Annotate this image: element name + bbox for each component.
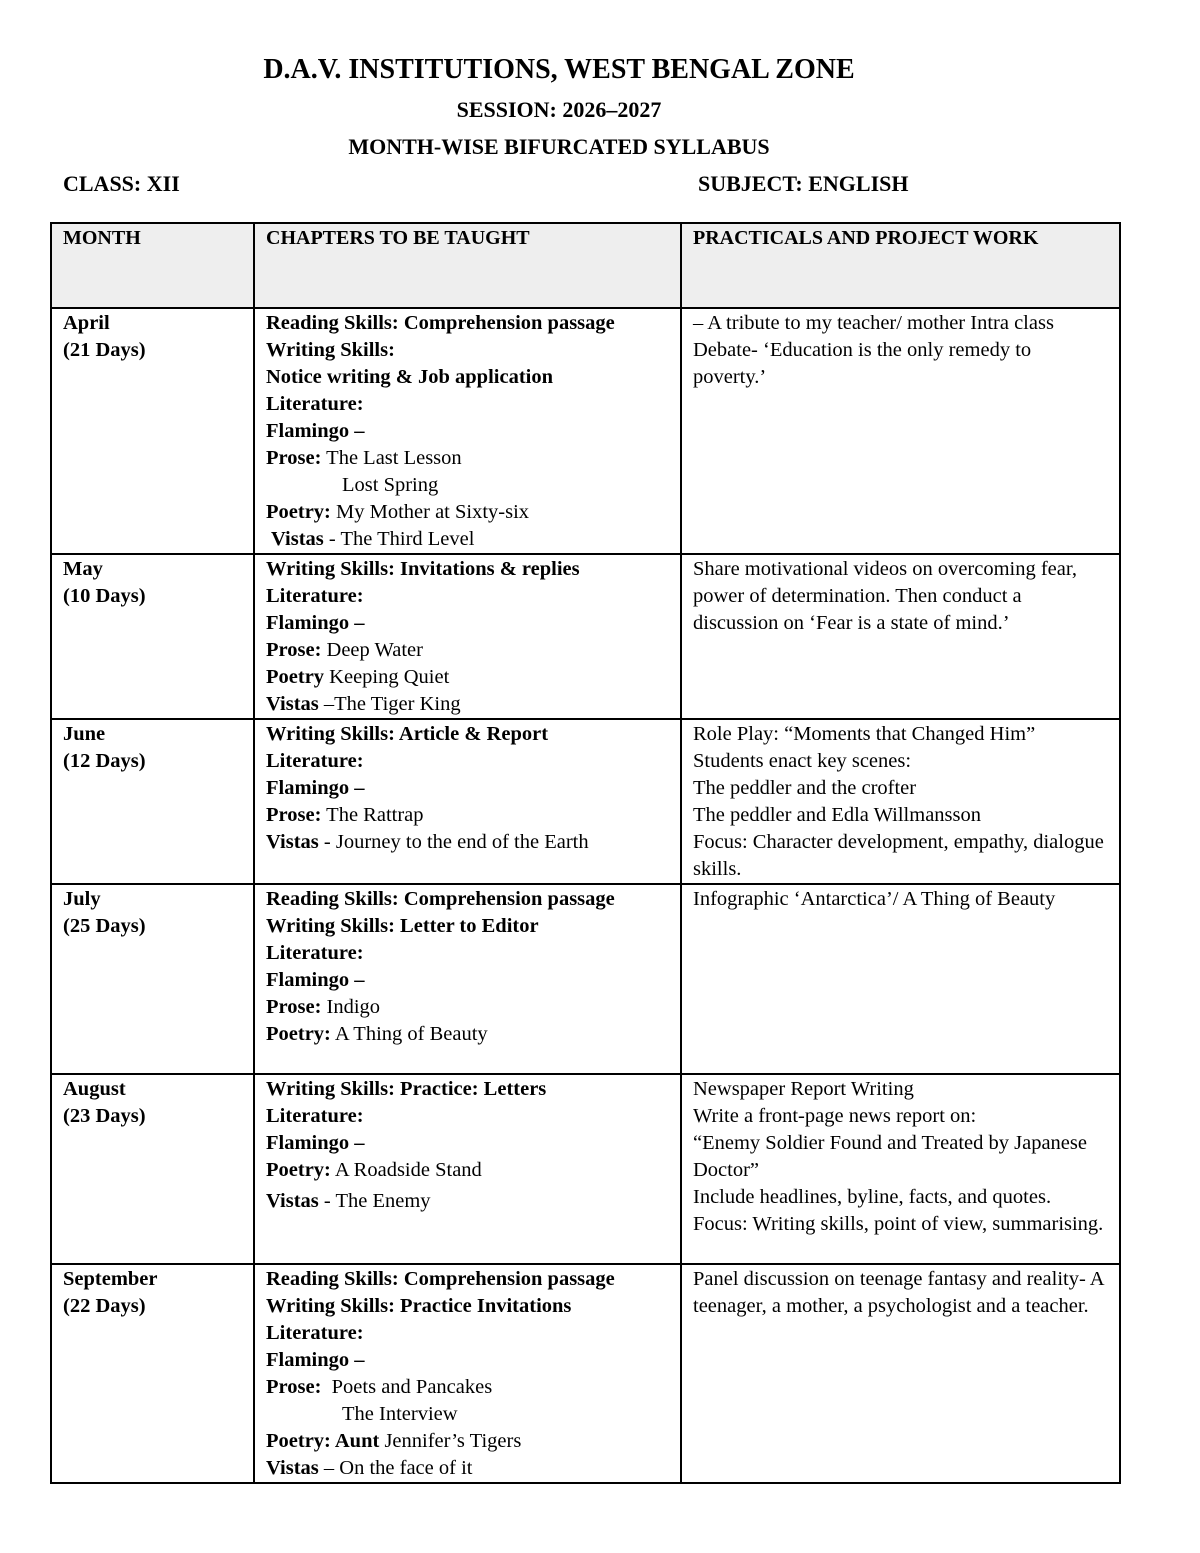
month-days: (25 Days): [63, 915, 146, 937]
chapter-line: Reading Skills: Comprehension passage: [266, 1268, 615, 1290]
practicals-cell: [681, 308, 1120, 554]
month-name: July: [63, 888, 101, 910]
practicals-cell: [681, 719, 1120, 884]
month-name: August: [63, 1078, 126, 1100]
vistas-line: Vistas - The Third Level: [271, 528, 475, 550]
poetry-line: Poetry: A Thing of Beauty: [266, 1023, 488, 1045]
chapter-line: Flamingo –: [266, 777, 365, 799]
chapter-line: Reading Skills: Comprehension passage: [266, 312, 615, 334]
chapter-line: Literature:: [266, 1105, 364, 1127]
session-label: SESSION: 2026–2027: [456, 97, 662, 122]
practical-line: Focus: Character development, empathy, dialogue skills.: [693, 831, 1104, 880]
practicals-cell: [681, 1264, 1120, 1483]
table-row: [51, 884, 1120, 1074]
chapter-line: Flamingo –: [266, 1132, 365, 1154]
chapter-line: Writing Skills: Article & Report: [266, 723, 549, 745]
column-header-chapters: CHAPTERS TO BE TAUGHT: [254, 223, 681, 308]
chapter-line: Literature:: [266, 1322, 364, 1344]
prose-line: Prose: The Last Lesson: [266, 447, 462, 469]
chapter-line: Writing Skills:: [266, 339, 395, 361]
month-days: (21 Days): [63, 339, 146, 361]
table-row: [51, 719, 1120, 884]
chapter-line: Flamingo –: [266, 1349, 365, 1371]
chapter-line: Flamingo –: [266, 969, 365, 991]
vistas-line: Vistas – On the face of it: [266, 1457, 473, 1479]
month-days: (10 Days): [63, 585, 146, 607]
chapters-cell: [254, 884, 681, 1074]
month-cell: [51, 308, 254, 554]
month-days: (23 Days): [63, 1105, 146, 1127]
table-row: [51, 554, 1120, 719]
prose-line: Prose: Indigo: [266, 996, 381, 1018]
month-days: (22 Days): [63, 1295, 146, 1317]
month-name: September: [63, 1268, 158, 1290]
chapter-line: Literature:: [266, 393, 364, 415]
month-name: May: [63, 558, 103, 580]
vistas-line: Vistas - Journey to the end of the Earth: [266, 831, 589, 853]
chapter-line: Writing Skills: Practice Invitations: [266, 1295, 572, 1317]
prose-line: Prose: The Rattrap: [266, 804, 424, 826]
practical-line: Newspaper Report Writing: [693, 1078, 914, 1100]
class-label: CLASS: XII: [63, 171, 180, 196]
practical-line: Write a front-page news report on:: [693, 1105, 977, 1127]
chapters-cell: [254, 719, 681, 884]
practical-line: Students enact key scenes:: [693, 750, 912, 772]
chapters-cell: [254, 1264, 681, 1483]
poetry-line: Poetry: Aunt Jennifer’s Tigers: [266, 1430, 522, 1452]
column-header-month: MONTH: [51, 223, 254, 308]
practical-line: Include headlines, byline, facts, and quotes.: [693, 1186, 1052, 1208]
month-cell: [51, 719, 254, 884]
practical-text: – A tribute to my teacher/ mother Intra class Debate- ‘Education is the only remedy to poverty.’: [693, 312, 1054, 388]
prose-line: Prose: Deep Water: [266, 639, 423, 661]
chapters-cell: [254, 554, 681, 719]
document-title: MONTH-WISE BIFURCATED SYLLABUS: [348, 134, 770, 159]
chapters-cell: [254, 308, 681, 554]
practical-line: Focus: Writing skills, point of view, summarising.: [693, 1213, 1104, 1235]
chapter-line: Literature:: [266, 942, 364, 964]
chapter-line: Writing Skills: Practice: Letters: [266, 1078, 547, 1100]
chapter-line: Writing Skills: Letter to Editor: [266, 915, 539, 937]
syllabus-table: [50, 222, 1121, 1484]
practicals-cell: [681, 1074, 1120, 1264]
prose-line: Prose: Poets and Pancakes: [266, 1376, 493, 1398]
practicals-cell: [681, 884, 1120, 1074]
practical-line: The peddler and Edla Willmansson: [693, 804, 982, 826]
chapter-line: Flamingo –: [266, 612, 365, 634]
table-row: [51, 1074, 1120, 1264]
chapter-line: Reading Skills: Comprehension passage: [266, 888, 615, 910]
vistas-line: Vistas –The Tiger King: [266, 693, 461, 715]
vistas-line: Vistas - The Enemy: [266, 1190, 431, 1212]
chapter-line: Flamingo –: [266, 420, 365, 442]
practical-text: Share motivational videos on overcoming fear, power of determination. Then conduct a discussion on ‘Fear is a state of mind.’: [693, 558, 1078, 634]
table-row: [51, 1264, 1120, 1483]
column-header-practicals: PRACTICALS AND PROJECT WORK: [681, 223, 1120, 308]
chapter-line: Literature:: [266, 585, 364, 607]
subject-label: SUBJECT: ENGLISH: [698, 171, 909, 196]
table-header-row: [51, 223, 1120, 308]
poetry-line: Poetry: My Mother at Sixty-six: [266, 501, 530, 523]
practical-line: The peddler and the crofter: [693, 777, 917, 799]
prose-line: Lost Spring: [342, 474, 439, 496]
chapter-line: Notice writing & Job application: [266, 366, 553, 388]
practical-line: Role Play: “Moments that Changed Him”: [693, 723, 1036, 745]
practical-line: “Enemy Soldier Found and Treated by Japanese Doctor”: [693, 1132, 1087, 1181]
month-cell: [51, 1074, 254, 1264]
poetry-line: Poetry Keeping Quiet: [266, 666, 450, 688]
poetry-line: Poetry: A Roadside Stand: [266, 1159, 482, 1181]
month-cell: [51, 884, 254, 1074]
practical-text: Panel discussion on teenage fantasy and reality- A teenager, a mother, a psychologist and a teacher.: [693, 1268, 1104, 1317]
chapters-cell: [254, 1074, 681, 1264]
chapter-line: Literature:: [266, 750, 364, 772]
chapter-line: Writing Skills: Invitations & replies: [266, 558, 580, 580]
month-name: June: [63, 723, 106, 745]
month-cell: [51, 1264, 254, 1483]
table-row: [51, 308, 1120, 554]
prose-line: The Interview: [342, 1403, 458, 1425]
practicals-cell: [681, 554, 1120, 719]
month-days: (12 Days): [63, 750, 146, 772]
month-name: April: [63, 312, 110, 334]
month-cell: [51, 554, 254, 719]
institution-title: D.A.V. INSTITUTIONS, WEST BENGAL ZONE: [263, 54, 855, 85]
practical-text: Infographic ‘Antarctica’/ A Thing of Beauty: [693, 888, 1056, 910]
